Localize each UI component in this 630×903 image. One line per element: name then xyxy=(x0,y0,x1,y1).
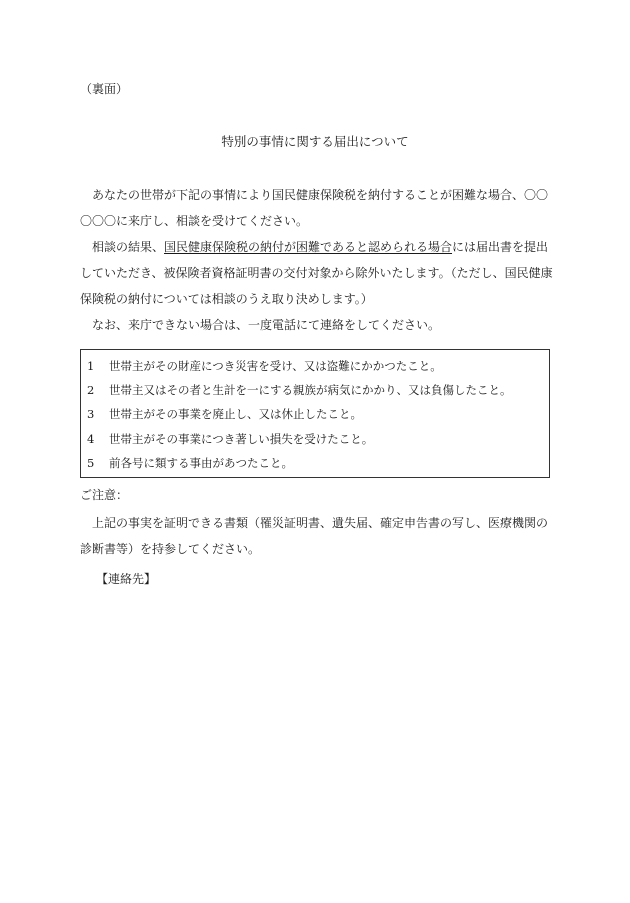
reason-item xyxy=(81,382,549,406)
reason-text: 世帯主がその事業につき著しい損失を受けたこと。 xyxy=(109,431,374,446)
reason-text: 世帯主がその事業を廃止し、又は休止したこと。 xyxy=(109,407,362,422)
reason-number: 5 xyxy=(87,455,95,470)
reason-item xyxy=(81,455,549,479)
reason-item xyxy=(81,406,549,430)
paragraph xyxy=(80,182,554,234)
document-title: 特別の事情に関する届出について xyxy=(221,134,409,149)
reason-number: 2 xyxy=(87,383,95,398)
paragraph xyxy=(80,312,554,338)
reason-text: 前各号に類する事由があつたこと。 xyxy=(109,455,293,470)
paragraph-text: には届出書を提出していただき、被保険者資格証明書の交付対象から除外いたします。（ただし、国民健康保険税の納付については相談のうえ取り決めします。） xyxy=(80,240,553,306)
reason-item xyxy=(81,431,549,455)
note-text: 上記の事実を証明できる書類（罹災証明書、遺失届、確定申告書の写し、医療機関の診断書等）を持参してください。 xyxy=(80,516,549,556)
paragraph-text: なお、来庁できない場合は、一度電話にて連絡をしてください。 xyxy=(92,318,441,332)
reason-text: 世帯主又はその者と生計を一にする親族が病気にかかり、又は負傷したこと。 xyxy=(109,383,512,398)
page-side-label: （裏面） xyxy=(80,82,129,96)
reason-number: 1 xyxy=(87,359,95,373)
reason-item xyxy=(81,358,549,382)
note-label: ご注意： xyxy=(80,488,129,502)
paragraph xyxy=(80,234,554,312)
paragraph-text: あなたの世帯が下記の事情により国民健康保険税を納付することが困難な場合、〇〇〇〇〇に来庁し、相談を受けてください。 xyxy=(80,188,549,228)
body-paragraphs xyxy=(80,182,554,338)
reason-number: 3 xyxy=(87,407,95,422)
reasons-box xyxy=(80,349,550,478)
underlined-condition-text: 国民健康保険税の納付が困難であると認められる場合 xyxy=(164,240,453,254)
reason-text: 世帯主がその財産につき災害を受け、又は盗難にかかつたこと。 xyxy=(109,359,442,373)
contact-label: 【連絡先】 xyxy=(96,572,157,586)
reason-number: 4 xyxy=(87,431,95,446)
paragraph-text: 相談の結果、 xyxy=(92,240,165,254)
